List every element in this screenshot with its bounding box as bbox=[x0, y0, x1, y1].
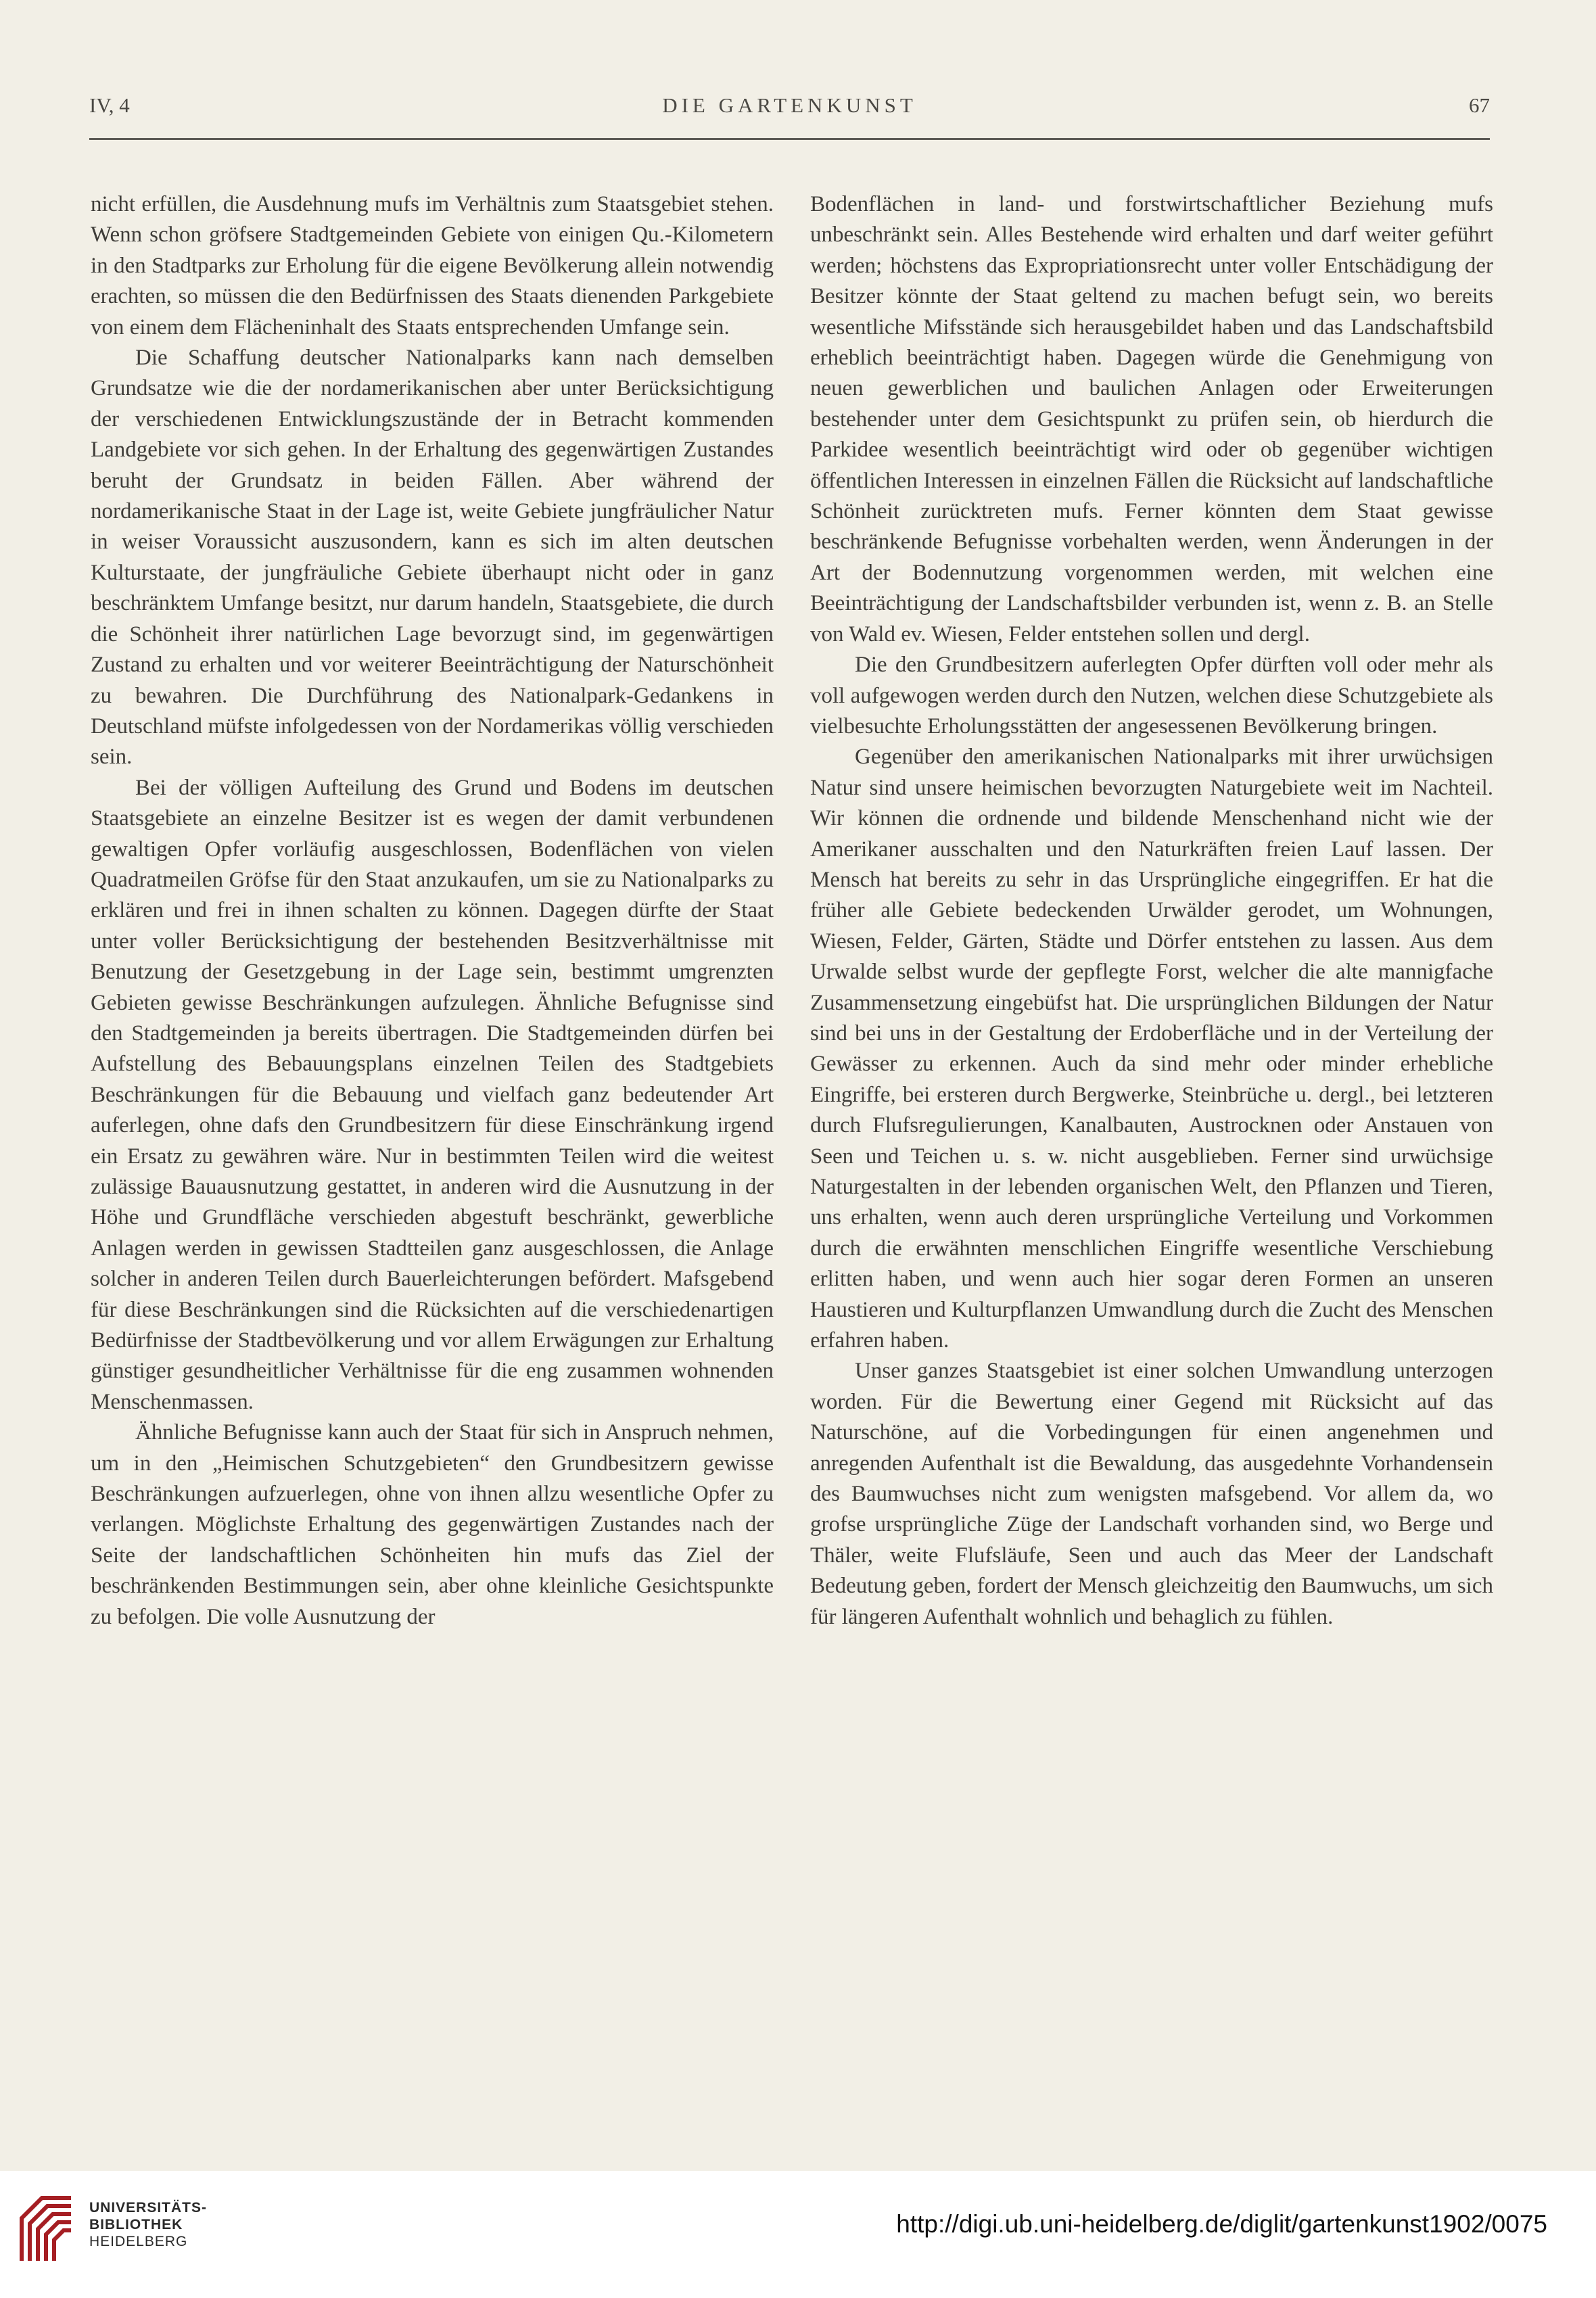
volume-issue: IV, 4 bbox=[89, 93, 130, 117]
library-name-line3: HEIDELBERG bbox=[89, 2234, 188, 2249]
paragraph: Die Schaffung deutscher Nationalparks kann nach demselben Grundsatze wie die der nordamerikanischen aber unter Berücksichtigung der verschiedenen Entwicklungszustände der in Betracht kommenden Landgebiete vor sich gehen. In der Erhaltung des gegenwärtigen Zustandes beruht der Grundsatz in beiden Fällen. Aber während der nordamerikanische Staat in der Lage ist, weite Gebiete jungfräulicher Natur in weiser Voraussicht auszusondern, kann es sich im alten deutschen Kulturstaate, der jungfräuliche Gebiete überhaupt nicht oder in ganz beschränktem Umfange besitzt, nur darum handeln, Staatsgebiete, die durch die Schönheit ihrer natürlichen Lage bevorzugt sind, im gegenwärtigen Zustand zu erhalten und vor weiterer Beeinträchtigung der Naturschönheit zu bewahren. Die Durchführung des Nationalpark-Gedankens in Deutschland müfste infolgedessen von der Nordamerikas völlig verschieden sein. bbox=[91, 346, 774, 770]
header-rule bbox=[89, 138, 1490, 140]
paragraph: Bei der völligen Aufteilung des Grund und Bodens im deutschen Staatsgebiete an einzelne Besitzer ist es wegen der damit verbundenen gewaltigen Opfer vorläufig ausgeschlossen, Bodenflächen von vielen Quadratmeilen Gröfse für den Staat anzukaufen, um sie zu Nationalparks zu erklären und frei in ihnen schalten zu können. Dagegen dürfte der Staat unter voller Berücksichtigung der bestehenden Besitzverhältnisse mit Benutzung der Gesetzgebung in der Lage sein, bestimmt umgrenzten Gebieten gewisse Beschränkungen aufzulegen. Ähnliche Befugnisse sind den Stadtgemeinden ja bereits übertragen. Die Stadtgemeinden dürfen bei Aufstellung des Bebauungsplans einzelnen Teilen des Stadtgebiets Beschränkungen für die Bebauung und vielfach ganz bedeutender Art auferlegen, ohne dafs den Grundbesitzern für diese Einschränkung irgend ein Ersatz zu gewähren wäre. Nur in bestimmten Teilen wird die weitest zulässige Bauausnutzung gestattet, in anderen wird die Ausnutzung in der Höhe und Grundfläche verschieden abgestuft beschränkt, gewerbliche Anlagen werden in gewissen Stadtteilen ganz ausgeschlossen, die Anlage solcher in anderen Teilen durch Bauerleichterungen befördert. Mafsgebend für diese Beschränkungen sind die Rücksichten auf die verschiedenartigen Bedürfnisse der Stadtbevölkerung und vor allem Erwägungen zur Erhaltung günstiger gesundheitlicher Verhältnisse für die eng zusammen wohnenden Menschenmassen. bbox=[91, 775, 774, 1414]
library-name-line2: BIBLIOTHEK bbox=[89, 2217, 183, 2232]
page-number: 67 bbox=[1469, 93, 1490, 117]
paragraph: Ähnliche Befugnisse kann auch der Staat für sich in Anspruch nehmen, um in den „Heimischen Schutzgebieten“ den Grundbesitzern gewisse Beschränkungen aufzuerlegen, ohne von ihnen allzu wesentliche Opfer zu verlangen. Möglichste Erhaltung des gegenwärtigen Zustandes nach der Seite der landschaftlichen Schönheiten hin mufs das Ziel der beschränkenden Bestimmungen sein, aber ohne kleinliche Gesichtspunkte zu befolgen. Die volle Ausnutzung der bbox=[91, 1420, 774, 1629]
paragraph: Gegenüber den amerikanischen Nationalparks mit ihrer urwüchsigen Natur sind unsere heimischen bevorzugten Naturgebiete weit im Nachteil. Wir können die ordnende und bildende Menschenhand nicht wie der Amerikaner ausschalten und den Naturkräften freien Lauf lassen. Der Mensch hat bereits zu sehr in das Ursprüngliche eingegriffen. Er hat die früher alle Gebiete bedeckenden Urwälder gerodet, um Wohnungen, Wiesen, Felder, Gärten, Städte und Dörfer entstehen zu lassen. Aus dem Urwalde selbst wurde der gepflegte Forst, welcher die alte mannigfache Zusammensetzung eingebüfst hat. Die ursprünglichen Bildungen der Natur sind bei uns in der Gestaltung der Erdoberfläche und in der Verteilung der Gewässer zu erkennen. Auch da sind mehr oder minder erhebliche Eingriffe, bei ersteren durch Bergwerke, Steinbrüche u. dergl., bei letzteren durch Flufsregulierungen, Kanalbauten, Austrocknen oder Anstauen von Seen und Teichen u. s. w. nicht ausgeblieben. Ferner sind urwüchsige Naturgestalten in der lebenden organischen Welt, den Pflanzen und Tieren, uns erhalten, wenn auch deren ursprüngliche Verteilung und Vorkommen durch die erwähnten menschlichen Eingriffe wesentliche Verschiebung erlitten haben, und wenn auch hier sogar deren Formen an unseren Haustieren und Kulturpflanzen Umwandlung durch die Zucht des Menschen erfahren haben. bbox=[810, 745, 1493, 1353]
running-head bbox=[89, 93, 1490, 123]
library-name-line1: UNIVERSITÄTS- bbox=[89, 2200, 208, 2215]
paragraph: nicht erfüllen, die Ausdehnung mufs im Verhältnis zum Staatsgebiet stehen. Wenn schon gröfsere Stadtgemeinden Gebiete von einigen Qu.-Kilometern in den Stadtparks zur Erholung für die eigene Bevölkerung allein notwendig erachten, so müssen die den Bedürfnissen des Staats dienenden Parkgebiete von einem dem Flächeninhalt des Staats entsprechenden Umfange sein. bbox=[91, 192, 774, 339]
paragraph: Bodenflächen in land- und forstwirtschaftlicher Beziehung mufs unbeschränkt sein. Alles Bestehende wird erhalten und darf weiter geführt werden; höchstens das Expropriationsrecht unter voller Entschädigung der Besitzer könnte der Staat geltend zu machen befugt sein, wo bereits wesentliche Mifsstände sich herausgebildet haben und das Landschaftsbild erheblich beeinträchtigt haben. Dagegen würde die Genehmigung von neuen gewerblichen und baulichen Anlagen oder Erweiterungen bestehender unter dem Gesichtspunkt zu prüfen sein, ob hierdurch die Parkidee wesentlich beeinträchtigt wird oder ob gegenüber wichtigen öffentlichen Interessen in einzelnen Fällen die Rücksicht auf landschaftliche Schönheit zurücktreten mufs. Ferner könnten dem Staat gewisse beschränkende Befugnisse vorbehalten werden, wenn Änderungen in der Art der Bodennutzung vorgenommen werden, mit welchen eine Beeinträchtigung der Landschaftsbilder verbunden ist, wenn z. B. an Stelle von Wald ev. Wiesen, Felder entstehen sollen und dergl. bbox=[810, 192, 1493, 647]
journal-title: DIE GARTENKUNST bbox=[662, 93, 917, 117]
left-column bbox=[91, 189, 774, 2029]
paragraph: Die den Grundbesitzern auferlegten Opfer dürften voll oder mehr als voll aufgewogen werden durch den Nutzen, welchen diese Schutzgebiete als vielbesuchte Erholungsstätten der angesessenen Bevölkerung bringen. bbox=[810, 653, 1493, 738]
university-library-logo-icon bbox=[15, 2191, 76, 2266]
right-column bbox=[810, 189, 1493, 2029]
library-name[interactable] bbox=[89, 2199, 207, 2250]
permalink-url[interactable]: http://digi.ub.uni-heidelberg.de/diglit/gartenkunst1902/0075 bbox=[896, 2210, 1547, 2238]
paragraph: Unser ganzes Staatsgebiet ist einer solchen Umwandlung unterzogen worden. Für die Bewertung einer Gegend mit Rücksicht auf das Naturschöne, auf die Vorbedingungen für einen angenehmen und anregenden Aufenthalt ist die Bewaldung, das ausgedehnte Vorhandensein des Baumwuchses nicht zum wenigsten mafsgebend. Vor allem da, wo grofse ursprüngliche Züge der Landschaft vorhanden sind, wo Berge und Thäler, weite Flufsläufe, Seen und auch das Meer der Landschaft Bedeutung geben, fordert der Mensch gleichzeitig den Baumwuchs, um sich für längeren Aufenthalt wohnlich und behaglich zu fühlen. bbox=[810, 1359, 1493, 1629]
